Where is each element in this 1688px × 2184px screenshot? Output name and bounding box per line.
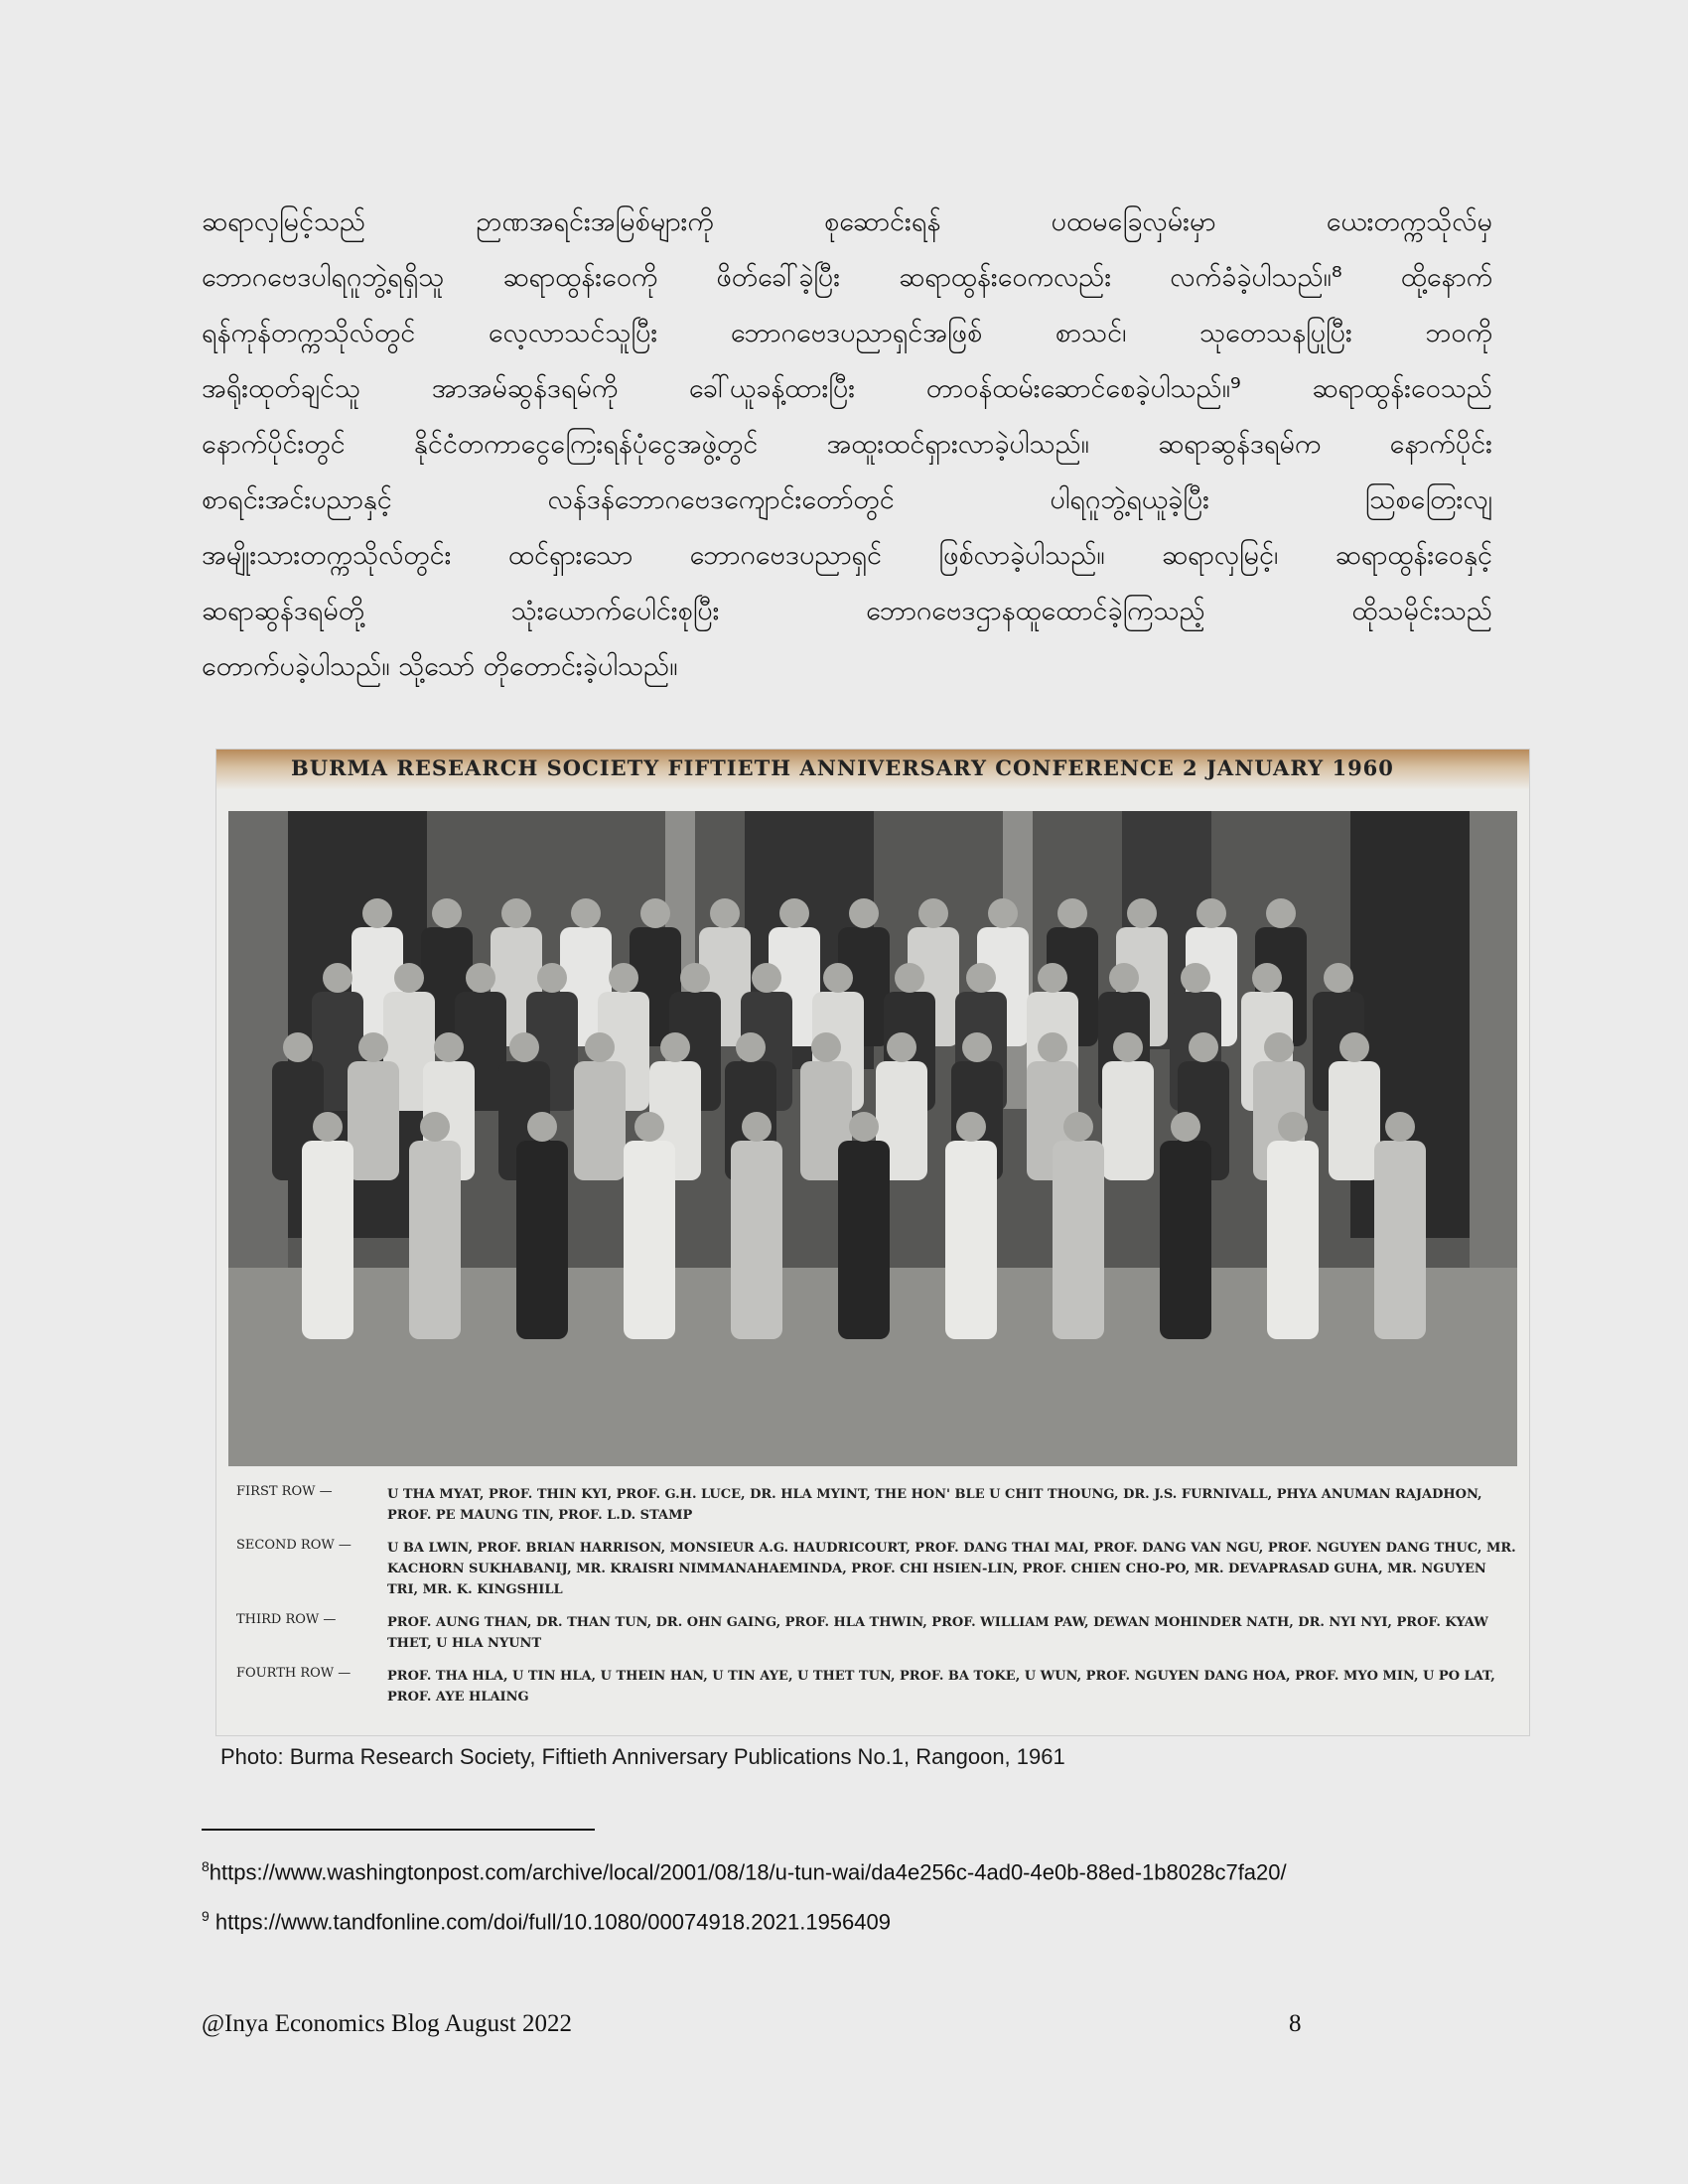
figure-body (1329, 1061, 1380, 1180)
figure-body (1267, 1141, 1319, 1339)
figure-body (1053, 1141, 1104, 1339)
figure-head (680, 963, 710, 993)
figure-head (432, 898, 462, 928)
row-label: FIRST ROW — (236, 1484, 333, 1499)
paragraph-line: နောက်ပိုင်းတွင် နိုင်ငံတကာငွေကြေးရန်ပုံငွေအဖွဲ့တွင် အထူးထင်ရှားလာခဲ့ပါသည်။ ဆရာဆွန်ဒရမ်က နောက်ပိုင်း (202, 429, 1492, 460)
figure-head (283, 1032, 313, 1062)
row-label: THIRD ROW — (236, 1612, 337, 1627)
conference-photograph (216, 750, 1529, 1735)
figure-body (1102, 1061, 1154, 1180)
figure-head (323, 963, 352, 993)
figure-head (1038, 1032, 1067, 1062)
group-photo-image (228, 811, 1517, 1466)
figure-head (1057, 898, 1087, 928)
footnote-9 (202, 1894, 1492, 1944)
figure-head (527, 1112, 557, 1142)
row-names: PROF. THA HLA, U TIN HLA, U THEIN HAN, U TIN AYE, U THET TUN, PROF. BA TOKE, U WUN, PROF. NGUYEN DANG HOA, PROF. MYO MIN, U PO LAT, PROF. AYE HLAING (387, 1669, 1495, 1705)
caption-row-second (236, 1538, 1517, 1600)
photo-title: BURMA RESEARCH SOCIETY FIFTIETH ANNIVERSARY CONFERENCE 2 JANUARY 1960 (291, 755, 1394, 780)
figure-head (466, 963, 495, 993)
footnote-separator (202, 1829, 595, 1831)
footnote-link[interactable]: https://www.tandfonline.com/doi/full/10.1080/00074918.2021.1956409 (209, 1909, 891, 1935)
group-photo-illustration (228, 811, 1517, 1466)
figure-head (358, 1032, 388, 1062)
row-names: U THA MYAT, PROF. THIN KYI, PROF. G.H. LUCE, DR. HLA MYINT, THE HON' BLE U CHIT THOUNG, DR. J.S. FURNIVALL, PHYA ANUMAN RAJADHON, PROF. PE MAUNG TIN, PROF. L.D. STAMP (387, 1487, 1482, 1523)
figure-body (945, 1141, 997, 1339)
figure-body (302, 1141, 353, 1339)
paragraph-line: တောက်ပခဲ့ပါသည်။ သို့သော် တိုတောင်းခဲ့ပါသည်။ (202, 651, 678, 682)
figure-head (1278, 1112, 1308, 1142)
figure-head (394, 963, 424, 993)
figure-body (409, 1141, 461, 1339)
figure-head (962, 1032, 992, 1062)
figure-head (895, 963, 924, 993)
figure-head (420, 1112, 450, 1142)
figure-body (348, 1061, 399, 1180)
row-names: PROF. AUNG THAN, DR. THAN TUN, DR. OHN GAING, PROF. HLA THWIN, PROF. WILLIAM PAW, DEWAN MOHINDER NATH, DR. NYI NYI, PROF. KYAW THET, U HLA NYUNT (387, 1615, 1488, 1651)
caption-row-fourth (236, 1666, 1517, 1707)
figure-head (634, 1112, 664, 1142)
figure-head (1063, 1112, 1093, 1142)
figure-head (1252, 963, 1282, 993)
paragraph-line: အရိုးထုတ်ချင်သူ အာအမ်ဆွန်ဒရမ်ကို ခေါ်ယူခန့်ထားပြီး တာဝန်ထမ်းဆောင်စေခဲ့ပါသည်။⁹ ဆရာထွန်းဝေသည် (202, 373, 1492, 404)
paragraph-line: ဆရာဆွန်ဒရမ်တို့ သုံးယောက်ပေါင်းစုပြီး ဘောဂဗေဒဌာနထူထောင်ခဲ့ကြသည့် ထိုသမိုင်းသည် (202, 596, 1492, 626)
photo-name-captions (236, 1484, 1517, 1719)
row-label: FOURTH ROW — (236, 1666, 352, 1681)
footnote-link[interactable]: https://www.washingtonpost.com/archive/local/2001/08/18/u-tun-wai/da4e256c-4ad0-4e0b-88ed-1b8028c7fa20/ (209, 1859, 1287, 1885)
figure-body (731, 1141, 782, 1339)
figure-head (313, 1112, 343, 1142)
figure-head (362, 898, 392, 928)
figure-head (988, 898, 1018, 928)
figure-head (640, 898, 670, 928)
caption-row-first (236, 1484, 1517, 1526)
paragraph-line: ရန်ကုန်တက္ကသိုလ်တွင် လေ့လာသင်သူပြီး ဘောဂဗေဒပညာရှင်အဖြစ် စာသင်၊ သုတေသနပြုပြီး ဘဝကို (202, 318, 1492, 348)
figure-body (1374, 1141, 1426, 1339)
figure-head (1038, 963, 1067, 993)
figure-head (887, 1032, 916, 1062)
figure-head (966, 963, 996, 993)
figure-head (509, 1032, 539, 1062)
figure-head (956, 1112, 986, 1142)
figure-head (1264, 1032, 1294, 1062)
footnotes (202, 1844, 1492, 1945)
row-label: SECOND ROW — (236, 1538, 352, 1553)
photo-credit: Photo: Burma Research Society, Fiftieth Anniversary Publications No.1, Rangoon, 1961 (220, 1744, 1065, 1769)
figure-head (849, 898, 879, 928)
paragraph-line: စာရင်းအင်းပညာနှင့် လန်ဒန်ဘောဂဗေဒကျောင်းတော်တွင် ပါရဂူဘွဲ့ရယူခဲ့ပြီး ဩစတြေးလျ (202, 484, 1492, 515)
caption-row-third (236, 1612, 1517, 1654)
footer-blog-credit: @Inya Economics Blog August 2022 (202, 2010, 572, 2037)
figure-head (537, 963, 567, 993)
figure-head (710, 898, 740, 928)
figure-head (571, 898, 601, 928)
figure-head (811, 1032, 841, 1062)
figure-head (660, 1032, 690, 1062)
figure-head (918, 898, 948, 928)
figure-body (1160, 1141, 1211, 1339)
figure-head (1113, 1032, 1143, 1062)
figure-head (736, 1032, 766, 1062)
paragraph-line: အမျိုးသားတက္ကသိုလ်တွင်း ထင်ရှားသော ဘောဂဗေဒပညာရှင် ဖြစ်လာခဲ့ပါသည်။ ဆရာလှမြင့်၊ ဆရာထွန်းဝေနှင့် (202, 540, 1492, 571)
figure-head (849, 1112, 879, 1142)
paragraph-line: ဘောဂဗေဒပါရဂူဘွဲ့ရရှိသူ ဆရာထွန်းဝေကို ဖိတ်ခေါ်ခဲ့ပြီး ဆရာထွန်းဝေကလည်း လက်ခံခဲ့ပါသည်။⁸ ထို့နောက် (202, 262, 1492, 293)
figure-head (779, 898, 809, 928)
figure-head (742, 1112, 772, 1142)
row-names: U BA LWIN, PROF. BRIAN HARRISON, MONSIEUR A.G. HAUDRICOURT, PROF. DANG THAI MAI, PROF. DANG VAN NGU, PROF. NGUYEN DANG THUC, MR. KACHORN SUKHABANIJ, MR. KRAISRI NIMMANAHAEMINDA, PROF. CHI HSIEN-LIN, PROF. CHIEN CHO-PO, MR. DEVAPRASAD GUHA, MR. NGUYEN TRI, MR. K. KINGSHILL (387, 1541, 1516, 1597)
figure-head (823, 963, 853, 993)
figure-head (1181, 963, 1210, 993)
figure-head (434, 1032, 464, 1062)
page-number: 8 (1289, 2010, 1302, 2037)
figure-head (1266, 898, 1296, 928)
figure-body (624, 1141, 675, 1339)
figure-head (1324, 963, 1353, 993)
figure-head (1339, 1032, 1369, 1062)
figure-head (1189, 1032, 1218, 1062)
figure-head (1171, 1112, 1200, 1142)
figure-head (1196, 898, 1226, 928)
paragraph-line: ဆရာလှမြင့်သည် ဉာဏအရင်းအမြစ်များကို စုဆောင်းရန် ပထမခြေလှမ်းမှာ ယေးတက္ကသိုလ်မှ (202, 206, 1492, 237)
figure-head (585, 1032, 615, 1062)
body-paragraph (202, 195, 1492, 695)
footnote-number: 9 (202, 1908, 210, 1925)
figure-head (1109, 963, 1139, 993)
footnote-8 (202, 1844, 1492, 1894)
figure-head (1385, 1112, 1415, 1142)
figure-head (609, 963, 638, 993)
figure-head (1127, 898, 1157, 928)
figure-body (516, 1141, 568, 1339)
figure-head (752, 963, 781, 993)
footnote-number: 8 (202, 1858, 210, 1874)
figure-body (574, 1061, 626, 1180)
figure-body (838, 1141, 890, 1339)
figure-head (501, 898, 531, 928)
